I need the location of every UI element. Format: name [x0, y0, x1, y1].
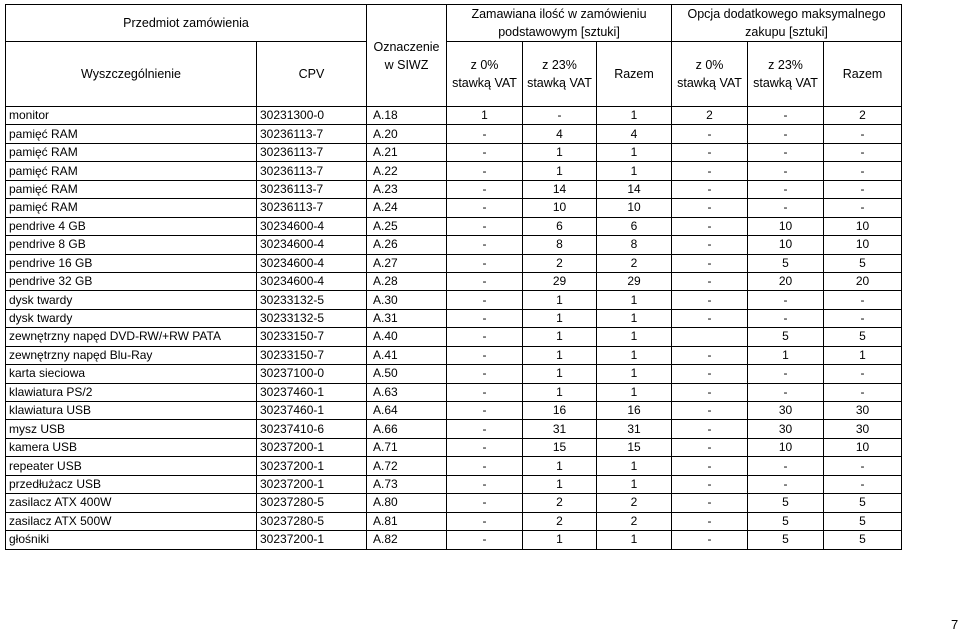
option-vat0-qty: -: [672, 217, 748, 235]
basic-total-qty: 16: [597, 402, 672, 420]
option-vat0-qty: -: [672, 143, 748, 161]
option-total-qty: 5: [824, 494, 902, 512]
option-vat0-qty: -: [672, 180, 748, 198]
item-name: pamięć RAM: [6, 180, 257, 198]
table-body: [6, 107, 902, 550]
basic-vat23-qty: 1: [523, 309, 597, 327]
option-total-qty: 10: [824, 236, 902, 254]
option-vat0-qty: -: [672, 365, 748, 383]
cpv-code: 30234600-4: [257, 272, 367, 290]
option-total-qty: -: [824, 162, 902, 180]
table-row: [6, 199, 902, 217]
siwz-code: A.72: [367, 457, 447, 475]
table-row: [6, 531, 902, 549]
option-total-qty: -: [824, 291, 902, 309]
basic-vat23-qty: 2: [523, 494, 597, 512]
item-name: monitor: [6, 107, 257, 125]
basic-vat23-qty: 1: [523, 162, 597, 180]
header-basic-vat0: z 0% stawką VAT: [447, 42, 523, 107]
table-row: [6, 236, 902, 254]
header-group-subject: Przedmiot zamówienia: [6, 5, 367, 42]
option-total-qty: -: [824, 365, 902, 383]
basic-vat23-qty: 1: [523, 531, 597, 549]
basic-vat0-qty: -: [447, 365, 523, 383]
basic-total-qty: 1: [597, 107, 672, 125]
option-vat23-qty: -: [748, 125, 824, 143]
basic-total-qty: 1: [597, 475, 672, 493]
basic-total-qty: 4: [597, 125, 672, 143]
basic-vat23-qty: 1: [523, 346, 597, 364]
option-total-qty: 5: [824, 254, 902, 272]
basic-vat0-qty: -: [447, 531, 523, 549]
option-vat23-qty: 5: [748, 254, 824, 272]
cpv-code: 30234600-4: [257, 236, 367, 254]
basic-vat0-qty: -: [447, 162, 523, 180]
option-total-qty: -: [824, 457, 902, 475]
cpv-code: 30236113-7: [257, 125, 367, 143]
option-vat23-qty: 10: [748, 236, 824, 254]
option-vat23-qty: -: [748, 143, 824, 161]
cpv-code: 30237280-5: [257, 494, 367, 512]
item-name: dysk twardy: [6, 309, 257, 327]
basic-vat23-qty: 1: [523, 328, 597, 346]
siwz-code: A.63: [367, 383, 447, 401]
basic-vat0-qty: -: [447, 180, 523, 198]
option-vat23-qty: 10: [748, 438, 824, 456]
item-name: zewnętrzny napęd Blu-Ray: [6, 346, 257, 364]
basic-vat0-qty: -: [447, 420, 523, 438]
option-vat23-qty: -: [748, 457, 824, 475]
cpv-code: 30233150-7: [257, 346, 367, 364]
header-option-total: Razem: [824, 42, 902, 107]
option-vat23-qty: -: [748, 309, 824, 327]
basic-total-qty: 14: [597, 180, 672, 198]
siwz-code: A.23: [367, 180, 447, 198]
option-vat23-qty: 30: [748, 402, 824, 420]
option-vat23-qty: -: [748, 383, 824, 401]
item-name: pendrive 4 GB: [6, 217, 257, 235]
option-total-qty: 10: [824, 217, 902, 235]
option-vat0-qty: -: [672, 272, 748, 290]
basic-vat23-qty: -: [523, 107, 597, 125]
item-name: kamera USB: [6, 438, 257, 456]
siwz-code: A.18: [367, 107, 447, 125]
table-row: [6, 272, 902, 290]
siwz-code: A.24: [367, 199, 447, 217]
item-name: pendrive 16 GB: [6, 254, 257, 272]
table-row: [6, 291, 902, 309]
option-vat0-qty: -: [672, 125, 748, 143]
cpv-code: 30233132-5: [257, 309, 367, 327]
header-siwz: Oznaczenie w SIWZ: [367, 5, 447, 107]
item-name: zasilacz ATX 500W: [6, 512, 257, 530]
basic-vat23-qty: 1: [523, 475, 597, 493]
option-total-qty: 2: [824, 107, 902, 125]
item-name: pamięć RAM: [6, 199, 257, 217]
cpv-code: 30237280-5: [257, 512, 367, 530]
item-name: zewnętrzny napęd DVD-RW/+RW PATA: [6, 328, 257, 346]
basic-total-qty: 1: [597, 309, 672, 327]
basic-total-qty: 2: [597, 494, 672, 512]
table-row: [6, 346, 902, 364]
option-total-qty: -: [824, 180, 902, 198]
basic-vat23-qty: 6: [523, 217, 597, 235]
basic-vat0-qty: -: [447, 272, 523, 290]
basic-total-qty: 1: [597, 162, 672, 180]
basic-total-qty: 31: [597, 420, 672, 438]
table-row: [6, 107, 902, 125]
basic-total-qty: 2: [597, 254, 672, 272]
option-vat0-qty: 2: [672, 107, 748, 125]
basic-vat0-qty: -: [447, 383, 523, 401]
item-name: klawiatura PS/2: [6, 383, 257, 401]
basic-total-qty: 29: [597, 272, 672, 290]
option-total-qty: 30: [824, 420, 902, 438]
basic-vat0-qty: -: [447, 143, 523, 161]
siwz-code: A.73: [367, 475, 447, 493]
option-vat0-qty: -: [672, 457, 748, 475]
cpv-code: 30237460-1: [257, 402, 367, 420]
option-total-qty: -: [824, 143, 902, 161]
table-row: [6, 420, 902, 438]
basic-vat0-qty: -: [447, 346, 523, 364]
option-vat23-qty: 30: [748, 420, 824, 438]
basic-vat23-qty: 14: [523, 180, 597, 198]
basic-vat0-qty: -: [447, 254, 523, 272]
basic-vat0-qty: -: [447, 494, 523, 512]
option-vat0-qty: -: [672, 531, 748, 549]
option-vat23-qty: -: [748, 107, 824, 125]
table-row: [6, 475, 902, 493]
basic-vat23-qty: 1: [523, 457, 597, 475]
table-row: [6, 125, 902, 143]
header-cpv: CPV: [257, 42, 367, 107]
basic-vat23-qty: 4: [523, 125, 597, 143]
basic-total-qty: 1: [597, 346, 672, 364]
cpv-code: 30236113-7: [257, 143, 367, 161]
basic-total-qty: 1: [597, 383, 672, 401]
table-row: [6, 365, 902, 383]
table-row: [6, 180, 902, 198]
cpv-code: 30234600-4: [257, 217, 367, 235]
option-vat0-qty: -: [672, 420, 748, 438]
table-row: [6, 383, 902, 401]
table-row: [6, 438, 902, 456]
cpv-code: 30237200-1: [257, 457, 367, 475]
siwz-code: A.25: [367, 217, 447, 235]
option-total-qty: 5: [824, 531, 902, 549]
option-vat23-qty: -: [748, 162, 824, 180]
item-name: przedłużacz USB: [6, 475, 257, 493]
cpv-code: 30236113-7: [257, 180, 367, 198]
order-table: [5, 4, 902, 550]
cpv-code: 30234600-4: [257, 254, 367, 272]
option-vat0-qty: -: [672, 199, 748, 217]
option-vat0-qty: -: [672, 438, 748, 456]
basic-total-qty: 1: [597, 291, 672, 309]
siwz-code: A.66: [367, 420, 447, 438]
basic-total-qty: 1: [597, 531, 672, 549]
basic-total-qty: 10: [597, 199, 672, 217]
option-vat0-qty: -: [672, 402, 748, 420]
option-vat23-qty: 5: [748, 512, 824, 530]
header-group-basic: Zamawiana ilość w zamówieniu podstawowym [sztuki]: [447, 5, 672, 42]
option-vat23-qty: 5: [748, 531, 824, 549]
option-total-qty: -: [824, 309, 902, 327]
siwz-code: A.27: [367, 254, 447, 272]
basic-vat0-qty: -: [447, 199, 523, 217]
option-vat23-qty: 20: [748, 272, 824, 290]
header-basic-total: Razem: [597, 42, 672, 107]
option-vat0-qty: -: [672, 475, 748, 493]
siwz-code: A.28: [367, 272, 447, 290]
basic-total-qty: 6: [597, 217, 672, 235]
header-option-vat23: z 23% stawką VAT: [748, 42, 824, 107]
option-total-qty: -: [824, 383, 902, 401]
basic-vat0-qty: -: [447, 438, 523, 456]
item-name: pamięć RAM: [6, 143, 257, 161]
basic-vat0-qty: -: [447, 236, 523, 254]
basic-vat0-qty: -: [447, 217, 523, 235]
cpv-code: 30237200-1: [257, 475, 367, 493]
basic-total-qty: 1: [597, 328, 672, 346]
basic-vat0-qty: -: [447, 512, 523, 530]
option-total-qty: -: [824, 199, 902, 217]
siwz-code: A.81: [367, 512, 447, 530]
basic-total-qty: 15: [597, 438, 672, 456]
item-name: mysz USB: [6, 420, 257, 438]
item-name: karta sieciowa: [6, 365, 257, 383]
cpv-code: 30233150-7: [257, 328, 367, 346]
basic-total-qty: 8: [597, 236, 672, 254]
basic-vat23-qty: 1: [523, 143, 597, 161]
option-vat0-qty: -: [672, 291, 748, 309]
option-vat23-qty: -: [748, 365, 824, 383]
table-row: [6, 143, 902, 161]
item-name: pendrive 32 GB: [6, 272, 257, 290]
cpv-code: 30237410-6: [257, 420, 367, 438]
option-vat23-qty: 5: [748, 328, 824, 346]
option-vat0-qty: -: [672, 162, 748, 180]
header-name: Wyszczególnienie: [6, 42, 257, 107]
table-row: [6, 457, 902, 475]
item-name: pamięć RAM: [6, 162, 257, 180]
siwz-code: A.26: [367, 236, 447, 254]
basic-vat0-qty: -: [447, 328, 523, 346]
cpv-code: 30236113-7: [257, 162, 367, 180]
option-vat23-qty: 1: [748, 346, 824, 364]
basic-vat23-qty: 16: [523, 402, 597, 420]
siwz-code: A.71: [367, 438, 447, 456]
item-name: głośniki: [6, 531, 257, 549]
basic-vat23-qty: 31: [523, 420, 597, 438]
option-vat0-qty: -: [672, 512, 748, 530]
basic-vat23-qty: 2: [523, 512, 597, 530]
basic-vat0-qty: -: [447, 309, 523, 327]
option-vat0-qty: [672, 328, 748, 346]
option-vat23-qty: -: [748, 199, 824, 217]
basic-vat0-qty: -: [447, 475, 523, 493]
option-vat23-qty: -: [748, 475, 824, 493]
option-vat0-qty: -: [672, 254, 748, 272]
siwz-code: A.64: [367, 402, 447, 420]
basic-vat23-qty: 8: [523, 236, 597, 254]
option-total-qty: 20: [824, 272, 902, 290]
cpv-code: 30237460-1: [257, 383, 367, 401]
table-row: [6, 402, 902, 420]
option-vat23-qty: -: [748, 180, 824, 198]
siwz-code: A.41: [367, 346, 447, 364]
siwz-code: A.22: [367, 162, 447, 180]
cpv-code: 30237200-1: [257, 438, 367, 456]
option-total-qty: -: [824, 125, 902, 143]
cpv-code: 30237100-0: [257, 365, 367, 383]
option-vat0-qty: -: [672, 383, 748, 401]
item-name: pendrive 8 GB: [6, 236, 257, 254]
basic-total-qty: 1: [597, 365, 672, 383]
header-basic-vat23: z 23% stawką VAT: [523, 42, 597, 107]
siwz-code: A.31: [367, 309, 447, 327]
siwz-code: A.80: [367, 494, 447, 512]
item-name: pamięć RAM: [6, 125, 257, 143]
option-vat23-qty: 5: [748, 494, 824, 512]
option-vat0-qty: -: [672, 236, 748, 254]
option-total-qty: 1: [824, 346, 902, 364]
item-name: dysk twardy: [6, 291, 257, 309]
option-vat0-qty: -: [672, 494, 748, 512]
basic-vat0-qty: 1: [447, 107, 523, 125]
header-group-option: Opcja dodatkowego maksymalnego zakupu [sztuki]: [672, 5, 902, 42]
option-total-qty: 30: [824, 402, 902, 420]
basic-vat0-qty: -: [447, 402, 523, 420]
cpv-code: 30231300-0: [257, 107, 367, 125]
siwz-code: A.20: [367, 125, 447, 143]
table-row: [6, 309, 902, 327]
table-row: [6, 162, 902, 180]
option-vat23-qty: 10: [748, 217, 824, 235]
siwz-code: A.50: [367, 365, 447, 383]
option-vat23-qty: -: [748, 291, 824, 309]
basic-vat0-qty: -: [447, 125, 523, 143]
basic-total-qty: 1: [597, 457, 672, 475]
option-vat0-qty: -: [672, 346, 748, 364]
table-row: [6, 254, 902, 272]
basic-vat23-qty: 15: [523, 438, 597, 456]
table-row: [6, 494, 902, 512]
cpv-code: 30237200-1: [257, 531, 367, 549]
option-total-qty: -: [824, 475, 902, 493]
table-row: [6, 217, 902, 235]
basic-total-qty: 2: [597, 512, 672, 530]
siwz-code: A.21: [367, 143, 447, 161]
item-name: klawiatura USB: [6, 402, 257, 420]
siwz-code: A.30: [367, 291, 447, 309]
basic-vat23-qty: 1: [523, 365, 597, 383]
basic-total-qty: 1: [597, 143, 672, 161]
basic-vat23-qty: 10: [523, 199, 597, 217]
page-number: 7: [951, 617, 959, 632]
basic-vat23-qty: 1: [523, 383, 597, 401]
table-row: [6, 328, 902, 346]
basic-vat23-qty: 2: [523, 254, 597, 272]
siwz-code: A.82: [367, 531, 447, 549]
table-row: [6, 512, 902, 530]
basic-vat23-qty: 1: [523, 291, 597, 309]
siwz-code: A.40: [367, 328, 447, 346]
basic-vat23-qty: 29: [523, 272, 597, 290]
option-total-qty: 5: [824, 512, 902, 530]
cpv-code: 30236113-7: [257, 199, 367, 217]
option-vat0-qty: -: [672, 309, 748, 327]
option-total-qty: 5: [824, 328, 902, 346]
option-total-qty: 10: [824, 438, 902, 456]
header-option-vat0: z 0% stawką VAT: [672, 42, 748, 107]
basic-vat0-qty: -: [447, 457, 523, 475]
item-name: repeater USB: [6, 457, 257, 475]
item-name: zasilacz ATX 400W: [6, 494, 257, 512]
basic-vat0-qty: -: [447, 291, 523, 309]
cpv-code: 30233132-5: [257, 291, 367, 309]
